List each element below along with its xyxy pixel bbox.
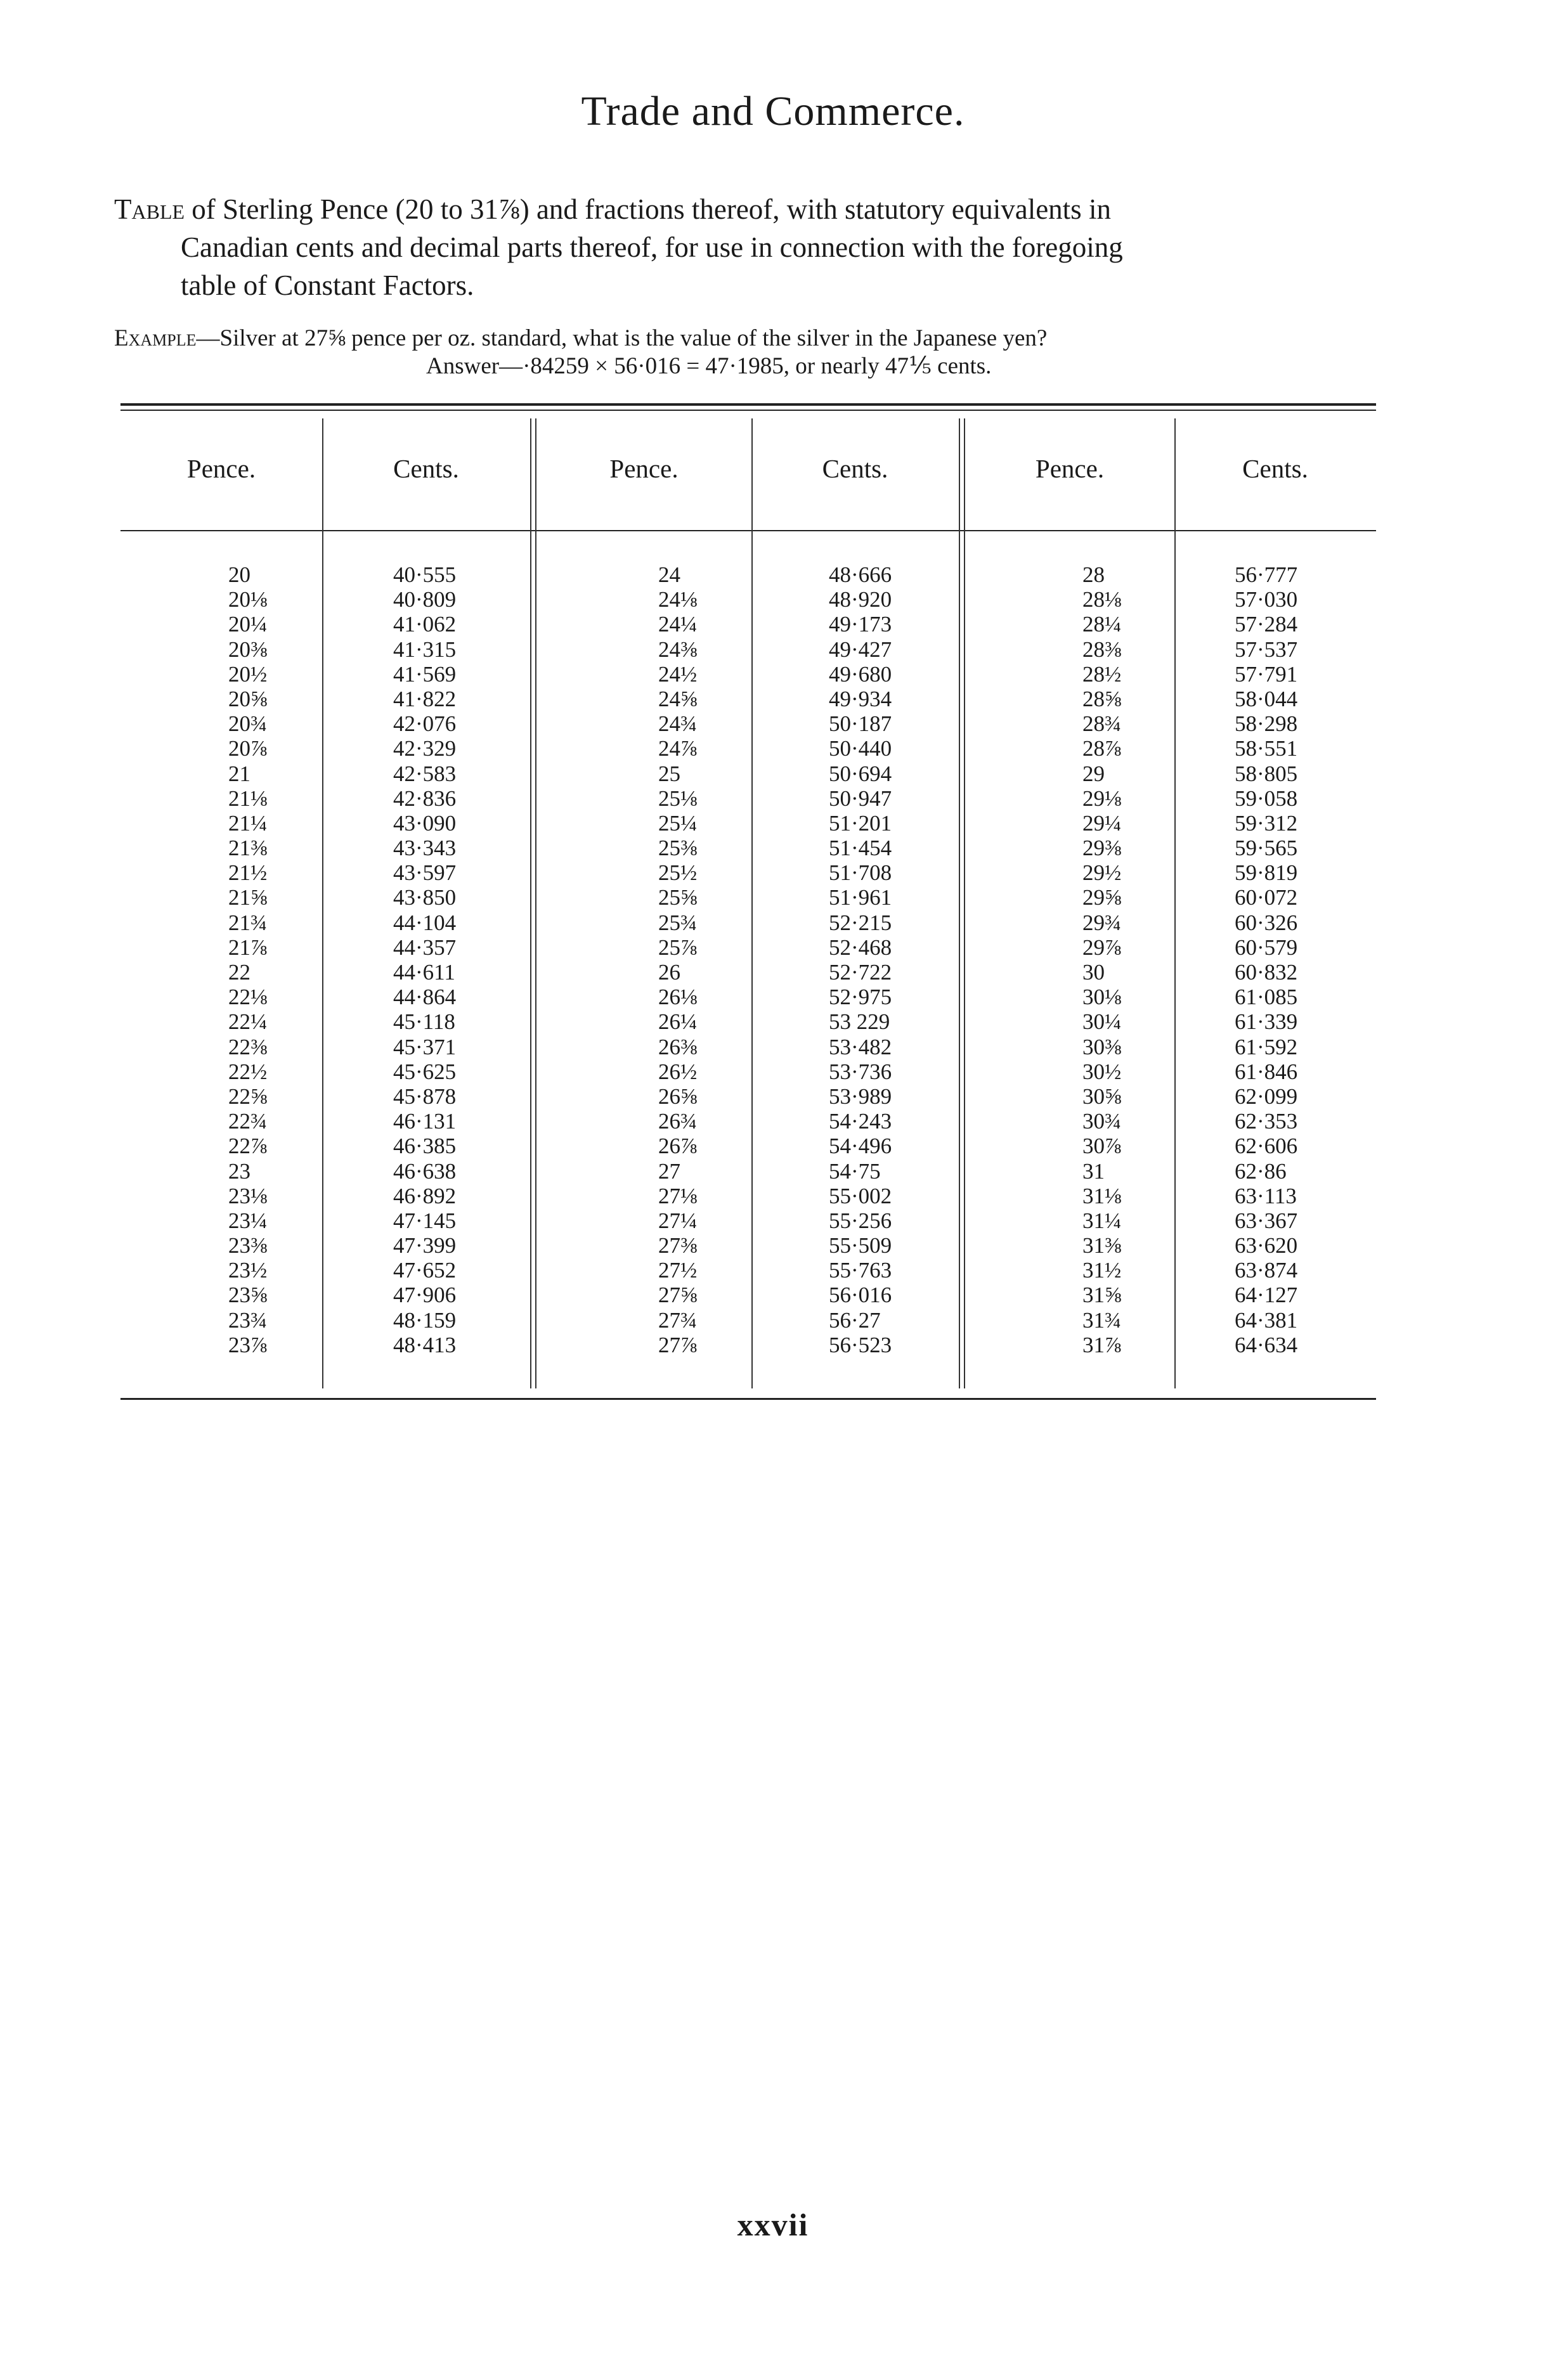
- cents-cell: 49·934: [829, 686, 892, 711]
- cents-cell: 42·583: [393, 761, 457, 786]
- pence-cell: 24⅜: [658, 637, 698, 662]
- cents-column-3: [1235, 562, 1297, 1357]
- cents-cell: 41·822: [393, 686, 457, 711]
- pence-column-3: [1082, 562, 1121, 1357]
- pence-cell: 28½: [1082, 661, 1122, 687]
- header-cents-3: Cents.: [1242, 454, 1308, 483]
- pence-cell: 25⅛: [658, 786, 698, 811]
- pence-cell: 26⅞: [658, 1134, 698, 1159]
- example-line-1: —Silver at 27⅝ pence per oz. standard, what is the value of the silver in the Japanese yen?: [196, 325, 1048, 351]
- cents-cell: 55·002: [829, 1183, 892, 1208]
- intro-line-3: table of Constant Factors.: [181, 269, 474, 301]
- pence-cell: 22⅝: [228, 1083, 268, 1109]
- cents-cell: 64·127: [1235, 1283, 1298, 1308]
- pence-cell: 30¾: [1082, 1109, 1122, 1134]
- pence-cell: 30⅜: [1082, 1034, 1122, 1059]
- cents-cell: 53·989: [829, 1083, 892, 1109]
- pence-column-2: [658, 562, 697, 1357]
- pence-cell: 26⅜: [658, 1034, 698, 1059]
- cents-cell: 46·131: [393, 1109, 457, 1134]
- header-cents-2: Cents.: [822, 454, 888, 483]
- cents-cell: 60·832: [1235, 960, 1298, 985]
- cents-cell: 47·906: [393, 1283, 457, 1308]
- cents-column-1: [393, 562, 456, 1357]
- column-divider: [1174, 418, 1176, 1388]
- pence-cell: 20⅞: [228, 736, 268, 761]
- header-pence-3: Pence.: [1035, 454, 1105, 483]
- cents-cell: 63·874: [1235, 1258, 1298, 1283]
- page-folio: xxvii: [737, 2207, 809, 2242]
- pence-cell: 26¼: [658, 1009, 698, 1035]
- pence-cell: 27⅜: [658, 1233, 698, 1258]
- cents-cell: 44·104: [393, 910, 457, 935]
- pence-cell: 23: [228, 1158, 250, 1184]
- cents-cell: 62·606: [1235, 1134, 1298, 1159]
- cents-cell: 54·496: [829, 1134, 892, 1159]
- cents-cell: 51·201: [829, 810, 892, 836]
- cents-cell: 40·555: [393, 562, 457, 587]
- cents-cell: 40·809: [393, 587, 457, 612]
- pence-cell: 30¼: [1082, 1009, 1122, 1035]
- cents-cell: 44·864: [393, 985, 457, 1010]
- cents-cell: 45·878: [393, 1083, 457, 1109]
- cents-cell: 61·846: [1235, 1059, 1298, 1084]
- cents-cell: 53·482: [829, 1034, 892, 1059]
- pence-cell: 24⅛: [658, 587, 698, 612]
- pence-cell: 29½: [1082, 860, 1122, 886]
- cents-cell: 49·427: [829, 637, 892, 662]
- cents-cell: 53 229: [829, 1009, 890, 1035]
- pence-cell: 29¼: [1082, 810, 1122, 836]
- cents-cell: 56·777: [1235, 562, 1298, 587]
- pence-cell: 24¼: [658, 612, 698, 637]
- cents-cell: 58·805: [1235, 761, 1298, 786]
- cents-cell: 63·367: [1235, 1208, 1298, 1233]
- cents-cell: 50·187: [829, 711, 892, 737]
- pence-cell: 31⅝: [1082, 1283, 1122, 1308]
- pence-cell: 29: [1082, 761, 1105, 786]
- pence-cell: 23⅞: [228, 1332, 268, 1357]
- pence-cell: 29¾: [1082, 910, 1122, 935]
- pence-cell: 28⅜: [1082, 637, 1122, 662]
- cents-cell: 43·597: [393, 860, 457, 886]
- pence-cell: 31½: [1082, 1258, 1122, 1283]
- pence-cell: 25½: [658, 860, 698, 886]
- cents-cell: 42·076: [393, 711, 457, 737]
- pence-cell: 21⅝: [228, 885, 268, 910]
- pence-cell: 22⅛: [228, 985, 268, 1010]
- cents-cell: 62·099: [1235, 1083, 1298, 1109]
- pence-cell: 24¾: [658, 711, 698, 737]
- group-divider: [530, 418, 536, 1388]
- pence-cell: 23¼: [228, 1208, 268, 1233]
- cents-cell: 41·315: [393, 637, 457, 662]
- cents-cell: 63·620: [1235, 1233, 1298, 1258]
- pence-cell: 26⅛: [658, 985, 698, 1010]
- pence-cell: 26¾: [658, 1109, 698, 1134]
- pence-cell: 20½: [228, 661, 268, 687]
- cents-cell: 53·736: [829, 1059, 892, 1084]
- pence-cell: 27¾: [658, 1307, 698, 1333]
- cents-cell: 47·652: [393, 1258, 457, 1283]
- pence-cell: 28⅛: [1082, 587, 1122, 612]
- pence-cell: 28¾: [1082, 711, 1122, 737]
- pence-cell: 31¼: [1082, 1208, 1122, 1233]
- pence-cell: 25: [658, 761, 680, 786]
- pence-cell: 31: [1082, 1158, 1105, 1184]
- cents-cell: 44·611: [393, 960, 455, 985]
- pence-cell: 26⅝: [658, 1083, 698, 1109]
- cents-column-2: [829, 562, 892, 1357]
- pence-cell: 22: [228, 960, 250, 985]
- cents-cell: 45·625: [393, 1059, 457, 1084]
- pence-cell: 27¼: [658, 1208, 698, 1233]
- page-title: Trade and Commerce.: [581, 88, 965, 134]
- cents-cell: 47·399: [393, 1233, 457, 1258]
- cents-cell: 61·339: [1235, 1009, 1298, 1035]
- cents-cell: 59·819: [1235, 860, 1298, 886]
- pence-cell: 20¾: [228, 711, 268, 737]
- pence-cell: 24⅞: [658, 736, 698, 761]
- cents-cell: 41·062: [393, 612, 457, 637]
- pence-cell: 31⅜: [1082, 1233, 1122, 1258]
- pence-cell: 30⅞: [1082, 1134, 1122, 1159]
- cents-cell: 57·030: [1235, 587, 1298, 612]
- cents-cell: 42·836: [393, 786, 457, 811]
- header-bottom-rule: [120, 530, 1376, 531]
- cents-cell: 61·085: [1235, 985, 1298, 1010]
- pence-cell: 22½: [228, 1059, 268, 1084]
- pence-cell: 30⅝: [1082, 1083, 1122, 1109]
- cents-cell: 54·75: [829, 1158, 881, 1184]
- pence-cell: 20: [228, 562, 250, 587]
- pence-cell: 27: [658, 1158, 680, 1184]
- pence-cell: 27½: [658, 1258, 698, 1283]
- pence-cell: 20⅛: [228, 587, 268, 612]
- pence-cell: 23½: [228, 1258, 268, 1283]
- cents-cell: 58·044: [1235, 686, 1298, 711]
- cents-cell: 46·385: [393, 1134, 457, 1159]
- cents-cell: 52·975: [829, 985, 892, 1010]
- pence-cell: 28¼: [1082, 612, 1122, 637]
- cents-cell: 60·326: [1235, 910, 1298, 935]
- intro-lead: Table: [114, 193, 185, 225]
- cents-cell: 47·145: [393, 1208, 457, 1233]
- pence-cell: 27⅝: [658, 1283, 698, 1308]
- pence-cell: 21½: [228, 860, 268, 886]
- pence-cell: 21⅛: [228, 786, 268, 811]
- pence-cell: 25¼: [658, 810, 698, 836]
- pence-cell: 23⅜: [228, 1233, 268, 1258]
- cents-cell: 52·722: [829, 960, 892, 985]
- pence-cell: 26: [658, 960, 680, 985]
- group-divider: [959, 418, 965, 1388]
- pence-cell: 21¾: [228, 910, 268, 935]
- cents-cell: 48·159: [393, 1307, 457, 1333]
- pence-cell: 25¾: [658, 910, 698, 935]
- pence-cell: 29⅝: [1082, 885, 1122, 910]
- pence-cell: 23¾: [228, 1307, 268, 1333]
- cents-cell: 60·579: [1235, 935, 1298, 960]
- pence-column-1: [228, 562, 267, 1357]
- pence-cell: 24½: [658, 661, 698, 687]
- cents-cell: 52·215: [829, 910, 892, 935]
- cents-cell: 56·523: [829, 1332, 892, 1357]
- pence-cell: 21⅜: [228, 836, 268, 861]
- cents-cell: 58·551: [1235, 736, 1298, 761]
- pence-cell: 20¼: [228, 612, 268, 637]
- header-pence-2: Pence.: [609, 454, 679, 483]
- cents-cell: 51·708: [829, 860, 892, 886]
- cents-cell: 57·791: [1235, 661, 1298, 687]
- cents-cell: 49·173: [829, 612, 892, 637]
- cents-cell: 43·850: [393, 885, 457, 910]
- cents-cell: 49·680: [829, 661, 892, 687]
- cents-cell: 61·592: [1235, 1034, 1298, 1059]
- cents-cell: 50·947: [829, 786, 892, 811]
- pence-cell: 25⅞: [658, 935, 698, 960]
- pence-cell: 30½: [1082, 1059, 1122, 1084]
- pence-cell: 22⅜: [228, 1034, 268, 1059]
- intro-line-1: of Sterling Pence (20 to 31⅞) and fractions thereof, with statutory equivalents in: [185, 193, 1111, 225]
- cents-cell: 57·284: [1235, 612, 1298, 637]
- cents-cell: 62·86: [1235, 1158, 1287, 1184]
- cents-cell: 45·371: [393, 1034, 457, 1059]
- cents-cell: 64·381: [1235, 1307, 1298, 1333]
- cents-cell: 62·353: [1235, 1109, 1298, 1134]
- cents-cell: 43·343: [393, 836, 457, 861]
- pence-cell: 24: [658, 562, 680, 587]
- pence-cell: 29⅞: [1082, 935, 1122, 960]
- pence-cell: 28⅞: [1082, 736, 1122, 761]
- table-top-rule: [120, 403, 1376, 406]
- pence-cell: 20⅝: [228, 686, 268, 711]
- header-cents-1: Cents.: [393, 454, 459, 483]
- pence-cell: 30⅛: [1082, 985, 1122, 1010]
- pence-cell: 22⅞: [228, 1134, 268, 1159]
- pence-cell: 31⅞: [1082, 1332, 1122, 1357]
- pence-cell: 25⅝: [658, 885, 698, 910]
- cents-cell: 44·357: [393, 935, 457, 960]
- cents-cell: 42·329: [393, 736, 457, 761]
- pence-cell: 21¼: [228, 810, 268, 836]
- table-bottom-rule: [120, 1398, 1376, 1400]
- example-paragraph: [114, 325, 1386, 380]
- pence-cell: 27⅞: [658, 1332, 698, 1357]
- cents-cell: 52·468: [829, 935, 892, 960]
- cents-cell: 63·113: [1235, 1183, 1297, 1208]
- cents-cell: 56·016: [829, 1283, 892, 1308]
- pence-cell: 27⅛: [658, 1183, 698, 1208]
- pence-cell: 22¾: [228, 1109, 268, 1134]
- column-divider: [751, 418, 753, 1388]
- cents-cell: 45·118: [393, 1009, 455, 1035]
- cents-cell: 59·058: [1235, 786, 1298, 811]
- cents-cell: 46·638: [393, 1158, 457, 1184]
- cents-cell: 51·454: [829, 836, 892, 861]
- header-pence-1: Pence.: [186, 454, 256, 483]
- pence-cell: 24⅝: [658, 686, 698, 711]
- cents-cell: 50·694: [829, 761, 892, 786]
- example-lead: Example: [114, 325, 197, 351]
- pence-cell: 22¼: [228, 1009, 268, 1035]
- pence-cell: 25⅜: [658, 836, 698, 861]
- cents-cell: 51·961: [829, 885, 892, 910]
- cents-cell: 43·090: [393, 810, 457, 836]
- pence-cell: 31⅛: [1082, 1183, 1122, 1208]
- cents-cell: 55·763: [829, 1258, 892, 1283]
- cents-cell: 64·634: [1235, 1332, 1298, 1357]
- cents-cell: 55·256: [829, 1208, 892, 1233]
- cents-cell: 58·298: [1235, 711, 1298, 737]
- pence-cell: 28⅝: [1082, 686, 1122, 711]
- cents-cell: 48·666: [829, 562, 892, 587]
- pence-cell: 21⅞: [228, 935, 268, 960]
- cents-cell: 50·440: [829, 736, 892, 761]
- cents-cell: 54·243: [829, 1109, 892, 1134]
- cents-cell: 59·565: [1235, 836, 1298, 861]
- pence-cell: 31¾: [1082, 1307, 1122, 1333]
- intro-line-2: Canadian cents and decimal parts thereof, for use in connection with the foregoing: [181, 231, 1123, 263]
- cents-cell: 48·920: [829, 587, 892, 612]
- pence-cell: 23⅛: [228, 1183, 268, 1208]
- cents-cell: 48·413: [393, 1332, 457, 1357]
- example-answer: Answer—·84259 × 56·016 = 47·1985, or nearly 47⅕ cents.: [426, 353, 992, 379]
- pence-cell: 29⅜: [1082, 836, 1122, 861]
- pence-cell: 20⅜: [228, 637, 268, 662]
- cents-cell: 55·509: [829, 1233, 892, 1258]
- pence-cell: 30: [1082, 960, 1105, 985]
- cents-cell: 46·892: [393, 1183, 457, 1208]
- pence-cell: 26½: [658, 1059, 698, 1084]
- pence-cell: 29⅛: [1082, 786, 1122, 811]
- cents-cell: 60·072: [1235, 885, 1298, 910]
- column-divider: [322, 418, 323, 1388]
- cents-cell: 57·537: [1235, 637, 1298, 662]
- pence-cell: 23⅝: [228, 1283, 268, 1308]
- cents-cell: 41·569: [393, 661, 457, 687]
- cents-cell: 59·312: [1235, 810, 1298, 836]
- table-top-rule-thin: [120, 410, 1376, 411]
- pence-cell: 21: [228, 761, 250, 786]
- cents-cell: 56·27: [829, 1307, 881, 1333]
- pence-cell: 28: [1082, 562, 1105, 587]
- intro-paragraph: [114, 190, 1386, 304]
